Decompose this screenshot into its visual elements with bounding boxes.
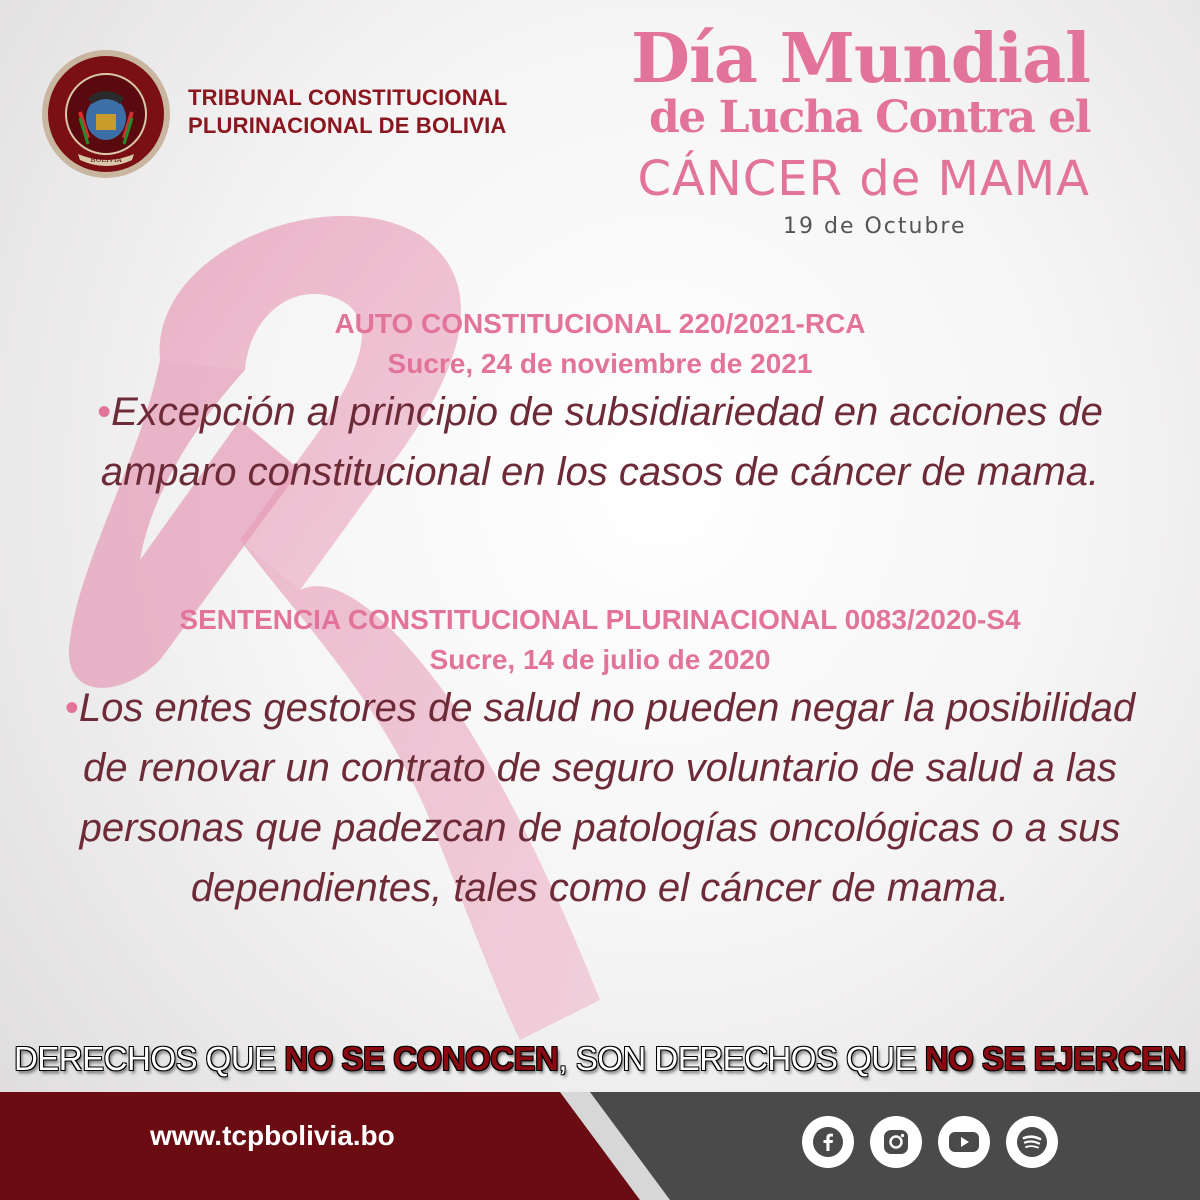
ruling-2 — [0, 600, 1200, 918]
ruling-2-place-date: Sucre, 14 de julio de 2020 — [429, 644, 771, 675]
ruling-1-summary — [60, 382, 1140, 502]
ruling-1-place-date: Sucre, 24 de noviembre de 2021 — [387, 348, 813, 379]
campaign-date: 19 de Octubre — [783, 214, 967, 239]
ruling-1-heading: AUTO CONSTITUCIONAL 220/2021-RCA — [334, 308, 866, 339]
youtube-icon[interactable] — [938, 1116, 990, 1168]
slogan-highlight-1: NO SE CONOCEN — [284, 1040, 559, 1077]
org-line-2: PLURINACIONAL DE BOLIVIA — [188, 113, 507, 138]
facebook-icon[interactable] — [802, 1116, 854, 1168]
organization-name — [188, 84, 508, 140]
ruling-1-text: Excepción al principio de subsidiariedad en acciones de amparo constitucional en los casos de cáncer de mama. — [100, 390, 1103, 494]
seal-bottom-text: BOLIVIA — [90, 156, 122, 164]
campaign-title-line-2: de Lucha Contra el — [648, 92, 1090, 143]
org-line-1: TRIBUNAL CONSTITUCIONAL — [188, 85, 508, 110]
ruling-2-text: Los entes gestores de salud no pueden negar la posibilidad de renovar un contrato de seguro voluntario de salud a las personas que padezcan de patologías oncológicas o a sus dependientes, tales como el cáncer de mama. — [78, 686, 1136, 910]
slogan-highlight-2: NO SE EJERCEN — [924, 1040, 1187, 1077]
website-link[interactable]: www.tcpbolivia.bo — [150, 1120, 395, 1151]
slogan-part-3: , SON DERECHOS QUE — [558, 1040, 925, 1077]
campaign-title-line-1: Día Mundial — [631, 19, 1090, 99]
ruling-2-heading: SENTENCIA CONSTITUCIONAL PLURINACIONAL 0083/2020-S4 — [179, 604, 1021, 635]
ruling-2-bullet: • — [64, 686, 79, 730]
spotify-icon[interactable] — [1006, 1116, 1058, 1168]
slogan-part-1: DERECHOS QUE — [13, 1040, 285, 1077]
ruling-1 — [0, 304, 1200, 502]
slogan — [0, 1040, 1200, 1078]
instagram-icon[interactable] — [870, 1116, 922, 1168]
campaign-title-line-3: CÁNCER de MAMA — [637, 151, 1090, 207]
tribunal-seal-logo — [40, 48, 172, 180]
ruling-2-summary — [50, 678, 1150, 918]
ruling-1-bullet: • — [97, 390, 112, 434]
